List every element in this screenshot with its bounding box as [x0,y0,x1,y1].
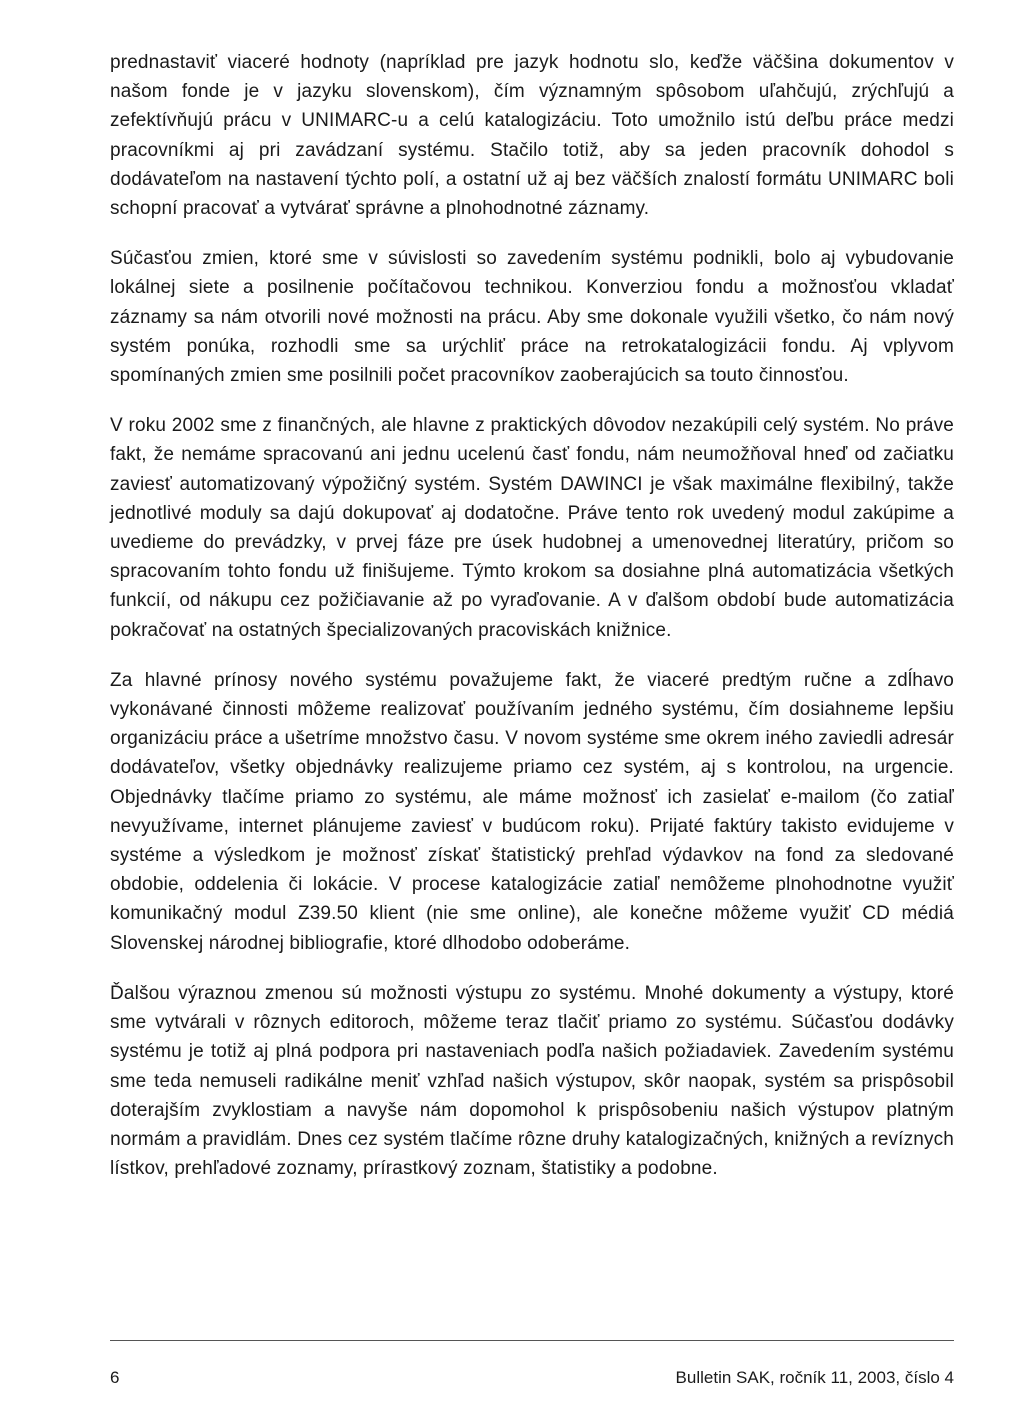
paragraph-4: Za hlavné prínosy nového systému považujeme fakt, že viaceré predtým ručne a zdĺhavo vykonávané činnosti môžeme realizovať používaním jedného systému, čím dosiahneme lepšiu organizáciu práce a ušetríme množstvo času. V novom systéme sme okrem iného zaviedli adresár dodávateľov, všetky objednávky realizujeme priamo cez systém, aj s kontrolou, na urgencie. Objednávky tlačíme priamo zo systému, ale máme možnosť ich zasielať e-mailom (čo zatiaľ nevyužívame, internet plánujeme zaviesť v budúcom roku). Prijaté faktúry takisto evidujeme v systéme a výsledkom je možnosť získať štatistický prehľad výdavkov na fond za sledované obdobie, oddelenia či lokácie. V procese katalogizácie zatiaľ nemôžeme plnohodnotne využiť komunikačný modul Z39.50 klient (nie sme online), ale konečne môžeme využiť CD médiá Slovenskej národnej bibliografie, ktoré dlhodobo odoberáme. [110,669,954,954]
document-body [110,48,954,1204]
paragraph-5: Ďalšou výraznou zmenou sú možnosti výstupu zo systému. Mnohé dokumenty a výstupy, ktoré sme vytvárali v rôznych editoroch, môžeme teraz tlačiť priamo zo systému. Súčasťou dodávky systému je totiž aj plná podpora pri nastaveniach podľa našich požiadaviek. Zavedením systému sme teda nemuseli radikálne meniť vzhľad našich výstupov, skôr naopak, systém sa prispôsobil doterajším zvyklostiam a navyše nám dopomohol k prispôsobeniu našich výstupov platným normám a pravidlám. Dnes cez systém tlačíme rôzne druhy katalogizačných, knižných a revíznych lístkov, prehľadové zoznamy, prírastkový zoznam, štatistiky a podobne. [110,982,954,1180]
paragraph-2: Súčasťou zmien, ktoré sme v súvislosti so zavedením systému podnikli, bolo aj vybudovanie lokálnej siete a posilnenie počítačovou technikou. Konverziou fondu a možnosťou vkladať záznamy sa nám otvorili nové možnosti na prácu. Aby sme dokonale využili všetko, čo nám nový systém ponúka, rozhodli sme sa urýchliť práce na retrokatalogizácii fondu. Aj vplyvom spomínaných zmien sme posilnili počet pracovníkov zaoberajúcich sa touto činnosťou. [110,248,954,387]
page-number: 6 [110,1368,120,1387]
paragraph-1: prednastaviť viaceré hodnoty (napríklad pre jazyk hodnotu slo, keďže väčšina dokumentov v našom fonde je v jazyku slovenskom), čím významným spôsobom uľahčujú, zrýchľujú a zefektívňujú prácu v UNIMARC-u a celú katalogizáciu. Toto umožnilo istú deľbu práce medzi pracovníkmi aj pri zavádzaní systému. Stačilo totiž, aby sa jeden pracovník dohodol s dodávateľom na nastavení týchto polí, a ostatní už aj bez väčších znalostí formátu UNIMARC boli schopní pracovať a vytvárať správne a plnohodnotné záznamy. [110,52,954,220]
paragraph-3: V roku 2002 sme z finančných, ale hlavne z praktických dôvodov nezakúpili celý systém. No práve fakt, že nemáme spracovanú ani jednu ucelenú časť fondu, nám neumožňoval hneď od začiatku zaviesť automatizovaný výpožičný systém. Systém DAWINCI je však maximálne flexibilný, takže jednotlivé moduly sa dajú dokupovať aj dodatočne. Práve tento rok uvedený modul zakúpime a uvedieme do prevádzky, v prvej fáze pre úsek hudobnej a umenovednej literatúry, pričom so spracovaním tohto fondu už finišujeme. Týmto krokom sa dosiahne plná automatizácia všetkých funkcií, od nákupu cez požičiavanie až po vyraďovanie. A v ďalšom období bude automatizácia pokračovať na ostatných špecializovaných pracoviskách knižnice. [110,415,954,641]
publication-source: Bulletin SAK, ročník 11, 2003, číslo 4 [675,1368,954,1387]
footer-divider [110,1340,954,1341]
